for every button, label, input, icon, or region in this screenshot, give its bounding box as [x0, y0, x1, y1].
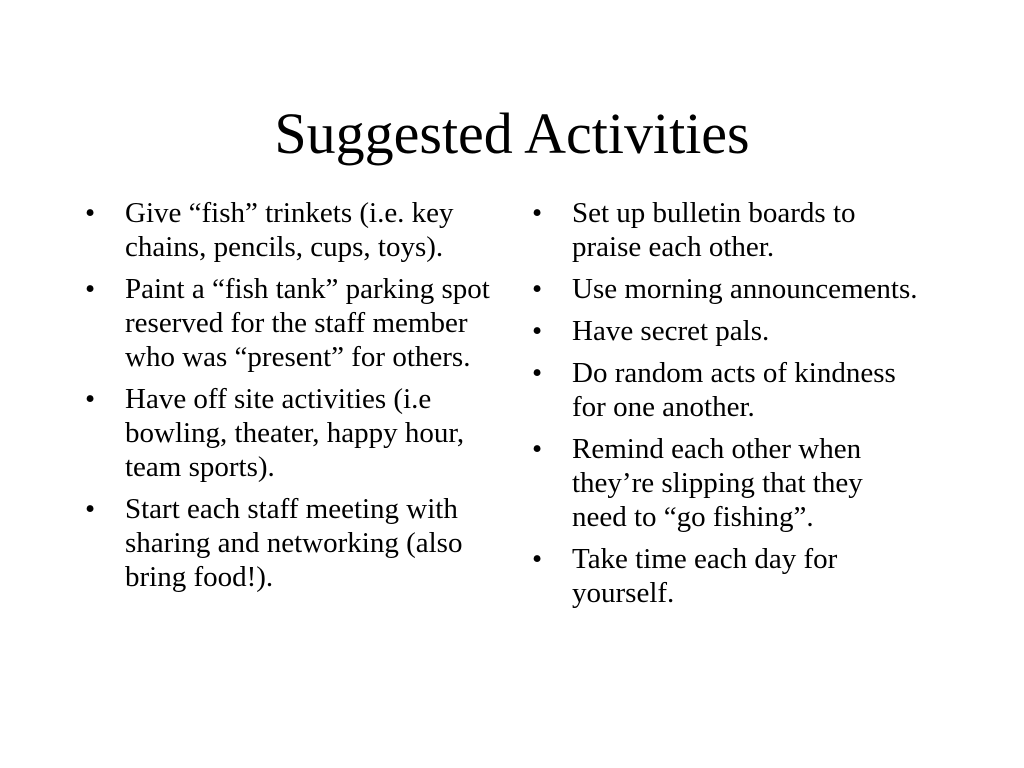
bullet-icon: •	[85, 383, 96, 415]
list-item	[85, 196, 490, 264]
bullet-icon: •	[85, 273, 96, 305]
slide-title: Suggested Activities	[274, 101, 750, 166]
list-item	[85, 382, 490, 484]
bullet-icon: •	[532, 315, 543, 347]
bullet-icon: •	[85, 197, 96, 229]
list-item	[532, 356, 924, 424]
bullet-icon: •	[532, 433, 543, 465]
list-item-text: Do random acts of kindness for one another.	[572, 357, 896, 423]
list-item	[532, 314, 924, 348]
right-bullet-list	[532, 196, 924, 618]
list-item-text: Paint a “fish tank” parking spot reserved for the staff member who was “present” for others.	[125, 273, 490, 373]
list-item-text: Take time each day for yourself.	[572, 543, 838, 609]
bullet-icon: •	[532, 357, 543, 389]
list-item	[532, 432, 924, 534]
list-item-text: Start each staff meeting with sharing and networking (also bring food!).	[125, 493, 463, 593]
list-item-text: Set up bulletin boards to praise each other.	[572, 197, 856, 263]
list-item-text: Remind each other when they’re slipping that they need to “go fishing”.	[572, 433, 863, 533]
list-item	[85, 272, 490, 374]
left-bullet-list	[85, 196, 490, 602]
list-item	[85, 492, 490, 594]
list-item	[532, 542, 924, 610]
list-item-text: Have off site activities (i.e bowling, theater, happy hour, team sports).	[125, 383, 465, 483]
list-item-text: Give “fish” trinkets (i.e. key chains, pencils, cups, toys).	[125, 197, 454, 263]
bullet-icon: •	[532, 273, 543, 305]
bullet-icon: •	[532, 543, 543, 575]
list-item-text: Use morning announcements.	[572, 273, 918, 305]
bullet-icon: •	[85, 493, 96, 525]
bullet-icon: •	[532, 197, 543, 229]
list-item	[532, 272, 924, 306]
list-item-text: Have secret pals.	[572, 315, 770, 347]
list-item	[532, 196, 924, 264]
